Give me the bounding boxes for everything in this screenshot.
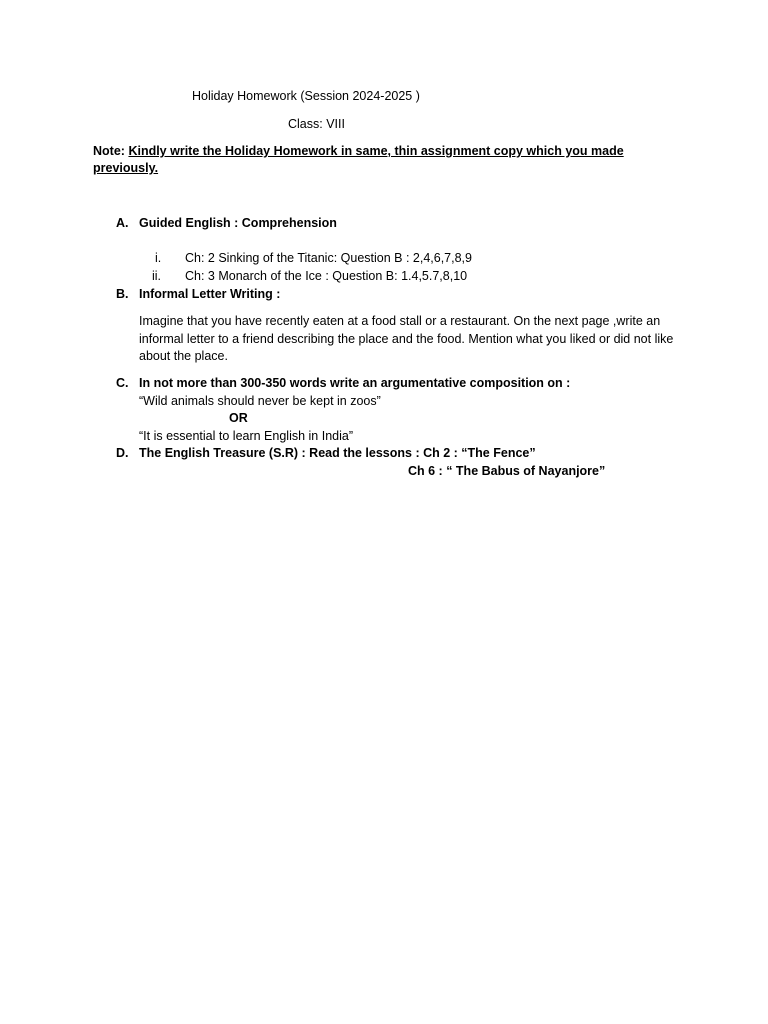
list-item: Ch: 2 Sinking of the Titanic: Question B : 2,4,6,7,8,9: [185, 251, 472, 265]
section-d-continuation: Ch 6 : “ The Babus of Nayanjore”: [408, 464, 606, 478]
topic-option-1: “Wild animals should never be kept in zoos”: [139, 394, 381, 408]
section-a-marker: A.: [116, 216, 129, 230]
list-item-marker: i.: [155, 251, 162, 265]
section-b-paragraph: Imagine that you have recently eaten at a food stall or a restaurant. On the next page ,write an informal letter to a friend describing the place and the food. Mention what you liked or did not like about the place.: [139, 314, 674, 363]
topic-option-2: “It is essential to learn English in India”: [139, 429, 353, 443]
note-text: Kindly write the Holiday Homework in same, thin assignment copy which you made previously.: [93, 144, 624, 175]
class-label: Class: VIII: [288, 117, 345, 131]
section-c-heading: In not more than 300-350 words write an argumentative composition on :: [139, 376, 571, 390]
section-a-heading: Guided English : Comprehension: [139, 216, 337, 230]
note: [93, 143, 638, 177]
section-c-marker: C.: [116, 376, 129, 390]
list-item: Ch: 3 Monarch of the Ice : Question B: 1.4,5.7,8,10: [185, 269, 468, 283]
list-item-marker: ii.: [152, 269, 162, 283]
section-d-marker: D.: [116, 446, 129, 460]
section-b-marker: B.: [116, 287, 129, 301]
page-title: Holiday Homework (Session 2024-2025 ): [192, 89, 420, 103]
note-label: Note:: [93, 144, 125, 158]
section-b-heading: Informal Letter Writing :: [139, 287, 281, 301]
section-d-heading: The English Treasure (S.R) : Read the lessons : Ch 2 : “The Fence”: [139, 446, 536, 460]
or-separator: OR: [229, 411, 248, 425]
